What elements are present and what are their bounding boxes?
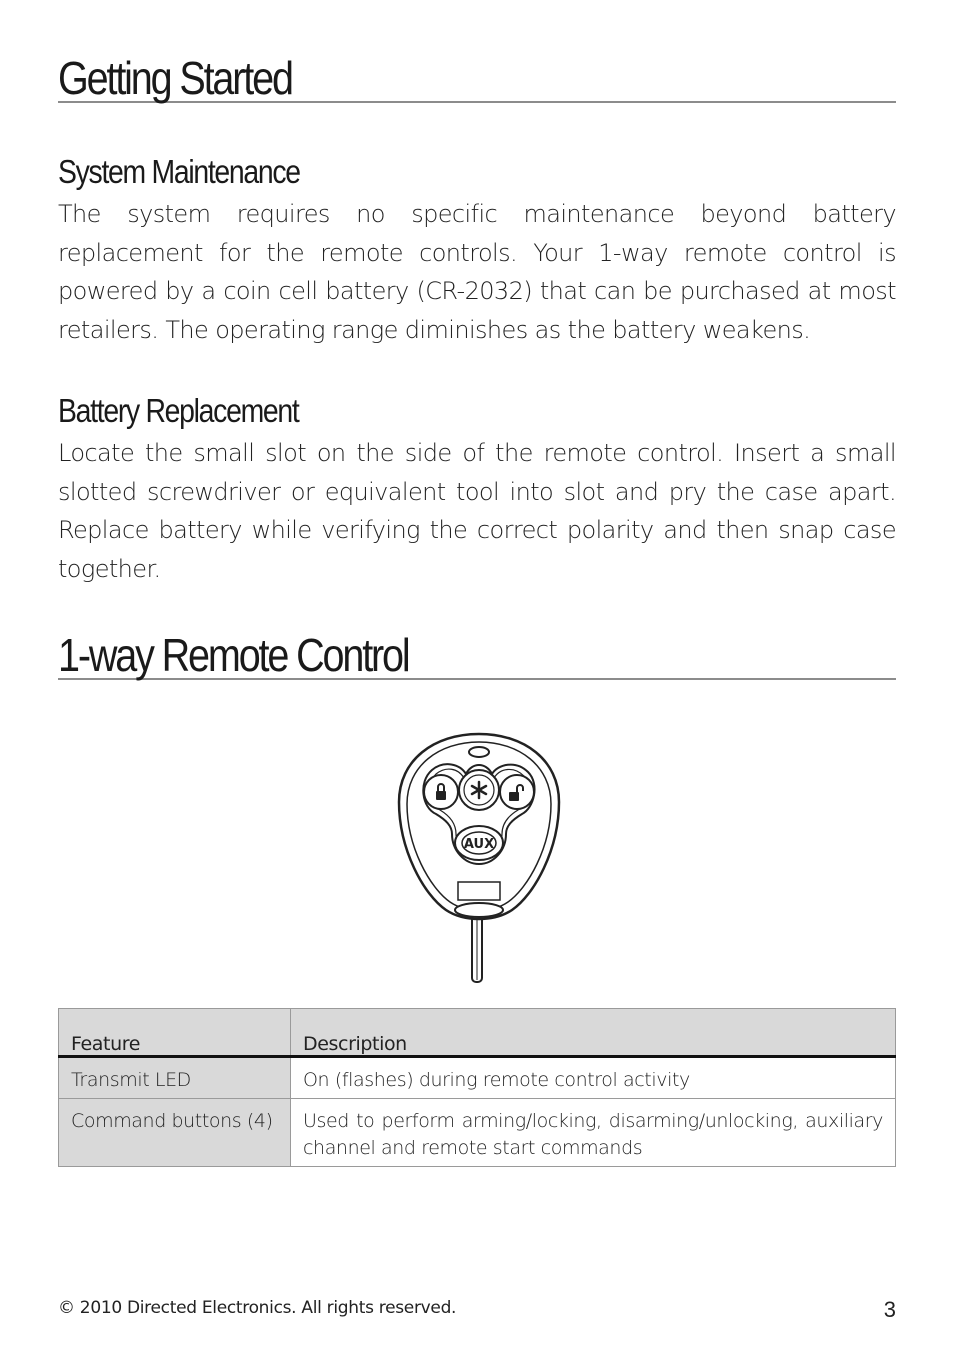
description-cell: Used to perform arming/locking, disarming/unlocking, auxiliary channel and remote start commands [291, 1099, 896, 1167]
aux-button [455, 826, 503, 860]
unlock-button [500, 775, 534, 809]
transmit-led [469, 747, 489, 757]
column-header-feature: Feature [59, 1009, 291, 1057]
feature-table [58, 1008, 896, 1167]
feature-cell: Transmit LED [59, 1057, 291, 1099]
aux-label: AUX [463, 837, 495, 852]
chapter-title-remote-control: 1-way Remote Control [58, 632, 896, 680]
start-button [459, 770, 499, 810]
keyring-loop [455, 903, 503, 917]
table-row [59, 1099, 896, 1167]
remote-control-illustration [394, 730, 564, 985]
manual-page [58, 0, 896, 1359]
footer-copyright: © 2010 Directed Electronics. All rights reserved. [58, 1298, 457, 1318]
column-header-description: Description [291, 1009, 896, 1057]
paragraph-system-maintenance: The system requires no specific maintenance beyond battery replacement for the remote controls. Your 1-way remote control is powered by a coin cell battery (CR-2032) that can be purchased at most retailers. The operating range diminishes as the battery weakens. [58, 200, 896, 344]
table-row [59, 1057, 896, 1099]
table-header-row [59, 1009, 896, 1057]
label-area [458, 882, 500, 900]
description-cell: On (flashes) during remote control activity [291, 1057, 896, 1099]
heading-battery-replacement: Battery Replacement [58, 392, 299, 429]
page-number: 3 [883, 1297, 896, 1322]
chapter-title-getting-started: Getting Started [58, 55, 896, 103]
lock-button [424, 775, 458, 809]
paragraph-battery-replacement: Locate the small slot on the side of the remote control. Insert a small slotted screwdriver or equivalent tool into slot and pry the case apart. Replace battery while verifying the correct polarity and then snap case together. [58, 439, 896, 583]
feature-cell: Command buttons (4) [59, 1099, 291, 1167]
heading-system-maintenance: System Maintenance [58, 153, 300, 190]
